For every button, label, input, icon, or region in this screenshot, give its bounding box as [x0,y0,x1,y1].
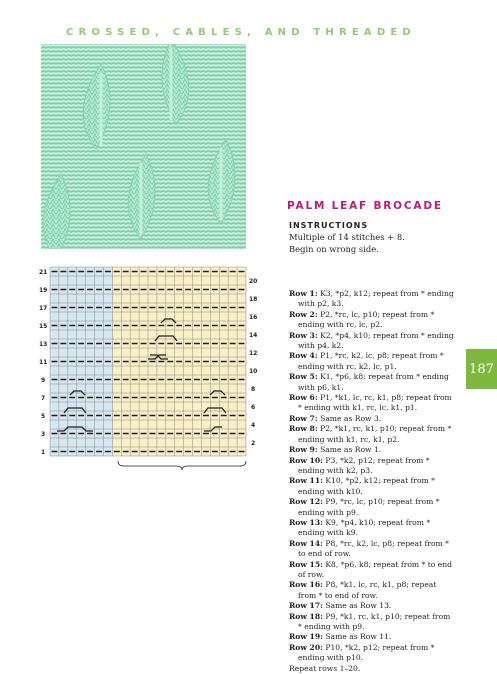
row-number: 14 [249,332,258,339]
row-instruction [289,331,456,352]
row-label: Row 17: [289,601,323,611]
pattern-footer: Repeat rows 1–20. [289,663,361,673]
row-label: Row 15: [289,559,323,569]
row-text: K10, *p2, k12; repeat from * ending with k10. [298,476,435,496]
page-number-tab: 187 [466,349,497,389]
row-instruction [289,445,456,455]
row-label: Row 6: [289,393,318,403]
row-instruction [289,372,456,393]
row-number: 12 [249,350,258,357]
row-instruction [289,560,456,581]
pattern-title: PALM LEAF BROCADE [287,200,443,212]
row-text: P8, *k1, lc, rc, k1, p8; repeat from * to end of row. [298,580,437,600]
row-text: Same as Row 13. [325,601,392,611]
row-number: 19 [39,287,48,294]
row-label: Row 4: [289,351,318,361]
row-instruction [289,643,456,664]
instructions-heading: INSTRUCTIONS [289,221,369,230]
row-text: Same as Row 3. [320,413,382,423]
row-text: Same as Row 11. [325,632,392,642]
row-instruction [289,601,456,611]
row-label: Row 12: [289,497,323,507]
row-text: K1, *p6, k8; repeat from * ending with p6, k1. [298,372,449,392]
row-instruction [289,580,456,601]
row-text: K3, *p2, k12; repeat from * ending with p2, k3. [298,289,454,309]
row-number: 20 [249,278,258,285]
row-text: Same as Row 1. [320,445,382,455]
running-header: CROSSED, CABLES, AND THREADED [66,27,416,38]
knitting-chart [36,265,268,477]
row-text: P8, *rc, k2, lc, p8; repeat from * to end of row. [298,538,449,559]
row-number: 17 [39,305,48,312]
row-number: 18 [249,296,258,303]
row-instructions [289,289,456,674]
row-label: Row 18: [289,611,323,621]
row-text: P1, *rc, k2, lc, p8; repeat from * ending with rc, k2, lc, p1. [298,351,444,371]
row-number: 11 [39,359,48,366]
row-instruction [289,539,456,560]
row-text: P2, *k1, rc, k1, p10; repeat from * ending with k1, rc, k1, p2. [298,424,452,444]
row-text: K8, *p6, k8; repeat from * to end of row. [298,559,453,579]
row-instruction [289,289,456,310]
row-label: Row 10: [289,455,323,465]
row-number: 2 [251,440,256,447]
row-instruction [289,518,456,539]
row-label: Row 19: [289,632,323,642]
row-number: 1 [41,449,46,456]
row-instruction [289,612,456,633]
row-label: Row 5: [289,372,318,382]
row-number: 7 [41,395,46,402]
intro-line: Multiple of 14 stitches + 8. [289,232,405,242]
row-number: 9 [41,377,46,384]
row-number: 5 [41,413,46,420]
row-number: 13 [39,341,48,348]
right-row-numbers [249,278,257,447]
row-label: Row 7: [289,413,318,423]
left-row-numbers [39,269,47,456]
row-label: Row 8: [289,424,318,434]
row-number: 10 [249,368,258,375]
row-label: Row 20: [289,642,323,652]
row-number: 15 [39,323,48,330]
row-number: 4 [251,422,256,429]
row-instruction [289,497,456,518]
row-number: 3 [41,431,46,438]
row-text: P3, *k2, p12; repeat from * ending with k2, p3. [298,455,430,475]
row-instruction [289,310,456,331]
row-text: P10, *k2, p12; repeat from * ending with p10. [298,642,435,663]
row-label: Row 13: [289,517,323,527]
row-number: 8 [251,386,256,393]
row-text: K2, *p4, k10; repeat from * ending with p4, k2. [298,330,454,351]
row-text: K9, *p4, k10; repeat from * ending with k9. [298,517,431,538]
row-label: Row 11: [289,476,323,486]
row-text: P9, *k1, rc, k1, p10; repeat from * ending with p9. [298,611,451,631]
row-instruction [289,424,456,445]
row-label: Row 3: [289,330,318,340]
row-number: 6 [251,404,256,411]
row-label: Row 16: [289,580,323,590]
row-label: Row 1: [289,289,318,298]
row-label: Row 2: [289,309,318,319]
row-instruction [289,351,456,372]
row-text: P1, *k1, lc, rc, k1, p8; repeat from * ending with k1, rc, lc, k1, p1. [298,393,452,413]
row-text: P2, *rc, lc, p10; repeat from * ending with rc, lc, p2. [298,309,435,330]
intro-line: Begin on wrong side. [289,243,379,254]
row-instruction [289,456,456,477]
row-number: 16 [249,314,258,321]
row-instruction [289,632,456,642]
pattern-intro [289,232,459,255]
swatch-photo [41,44,246,249]
row-instruction [289,414,456,424]
row-label: Row 14: [289,538,323,548]
repeat-bracket [118,461,246,470]
row-label: Row 9: [289,445,318,455]
row-number: 21 [39,269,48,276]
row-text: P9, *rc, lc, p10; repeat from * ending with p9. [298,497,440,517]
row-instruction [289,393,456,414]
row-instruction [289,476,456,497]
